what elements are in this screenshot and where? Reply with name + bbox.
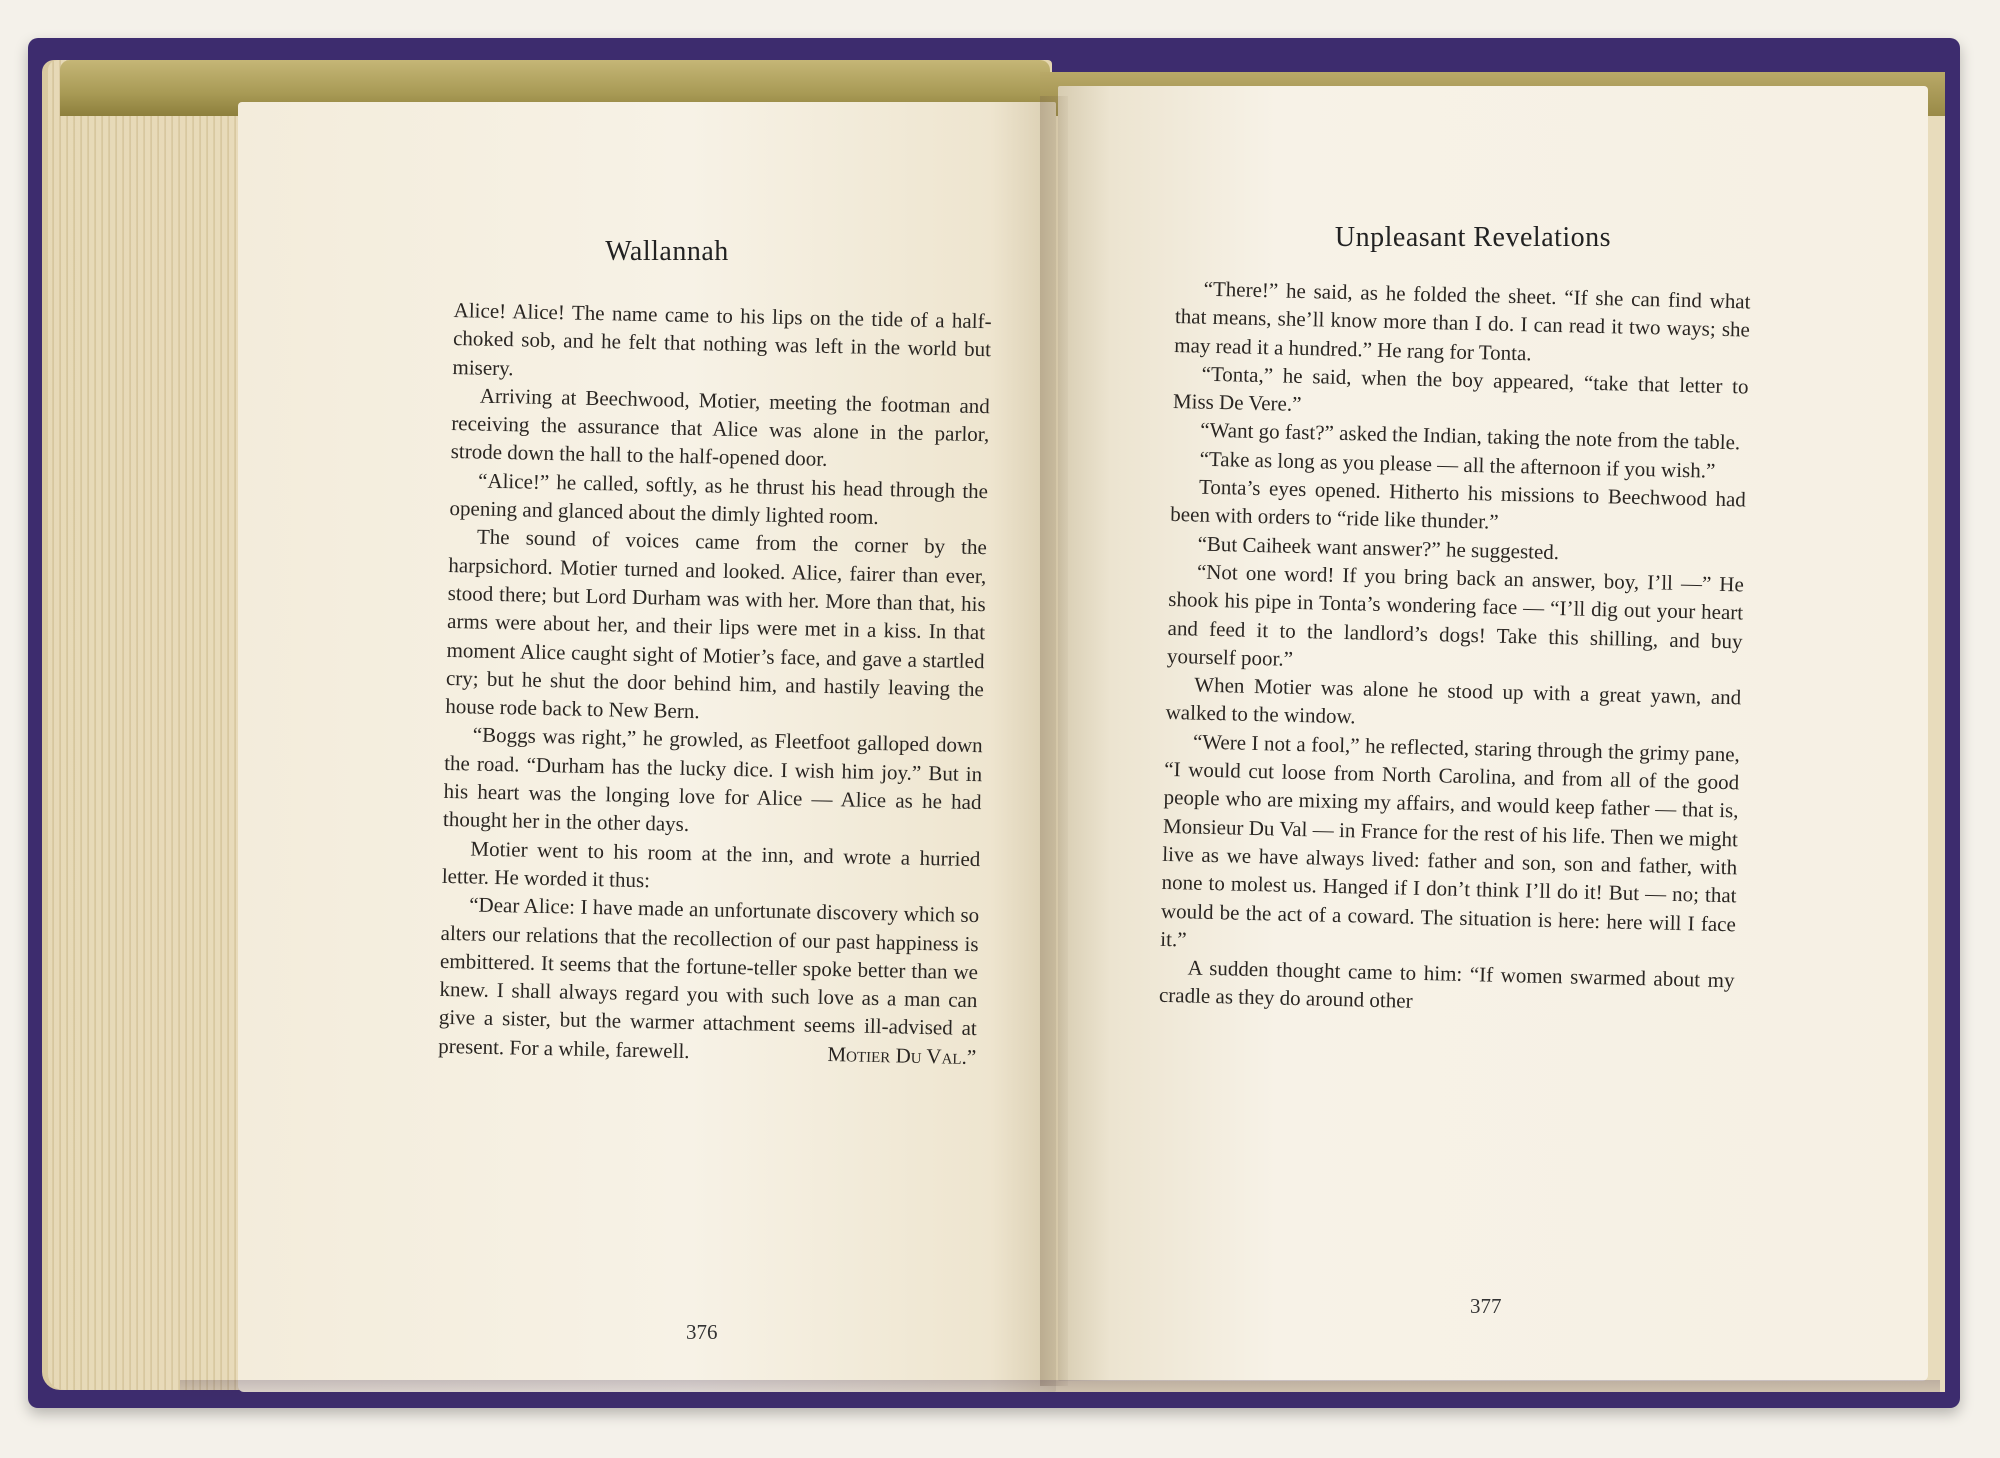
left-page-number: 376: [686, 1320, 718, 1344]
left-paragraph: Arriving at Beechwood, Motier, meeting the footman and receiving the assurance that Alice was alone in the parlor, strode down the hall to the half-opened door.: [450, 383, 991, 472]
right-paragraph: When Motier was alone he stood up with a great yawn, and walked to the window.: [1165, 672, 1742, 729]
right-paragraph: “Tonta,” he said, when the boy appeared, “take that letter to Miss De Vere.”: [1172, 361, 1749, 417]
book-gutter-shadow: [1040, 96, 1068, 1386]
right-page-text: [1159, 274, 1751, 1023]
right-paragraph: “Were I not a fool,” he reflected, staring through the grimy pane, “I would cut loose from North Carolina, and from all of the good people who are mixing my affairs, and would keep father — that is, Monsieur Du Val — in France for the rest of his life. Then we might live as we have always lived: father and son, son and father, with none to molest us. Hanged if I don’t think I’ll do it! But — no; that would be the act of a coward. The situation is here: here will I face it.”: [1160, 729, 1741, 952]
right-paragraph: A sudden thought came to him: “If women swarmed about my cradle as they do around other: [1158, 955, 1735, 1014]
left-paragraph: Alice! Alice! The name came to his lips on the tide of a half-choked sob, and he felt that nothing was left in the world but misery.: [452, 297, 992, 380]
left-running-head: Wallannah: [605, 236, 729, 267]
right-page-number: 377: [1470, 1294, 1502, 1318]
right-running-head: Unpleasant Revelations: [1334, 222, 1612, 253]
book-bottom-shadow: [180, 1380, 1940, 1410]
right-paragraph: “Not one word! If you bring back an answer, boy, I’ll —” He shook his pipe in Tonta’s wondering face — “I’ll dig out your heart and feed it to the landlord’s dogs! Take this shilling, and buy yourself poor.”: [1166, 559, 1745, 671]
right-paragraph: “Want go fast?” asked the Indian, taking the note from the table.: [1200, 418, 1741, 455]
left-paragraph: The sound of voices came from the corner by the harpsichord. Motier turned and looked. Alice, fairer than ever, stood there; but Lord Durham was with her. More than that, his arms were about her, and their lips were met in a kiss. In that moment Alice caught sight of Motier’s face, and gave a startled cry; but he shut the door behind him, and hastily leaving the house rode back to New Bern.: [445, 524, 988, 724]
right-page: [1058, 86, 1928, 1381]
right-paragraph: Tonta’s eyes opened. Hitherto his missions to Beechwood had been with orders to “ride like thunder.”: [1170, 474, 1747, 535]
letter-signature: Motier Du Val.”: [827, 1041, 977, 1069]
right-paragraph: “Take as long as you please — all the afternoon if you wish.”: [1199, 446, 1716, 483]
right-paragraph: “There!” he said, as he folded the sheet. “If she can find what that means, she’ll know more than I do. I can read it two ways; she may read it a hundred.” He rang for Tonta.: [1174, 276, 1751, 365]
left-paragraph: Motier went to his room at the inn, and wrote a hurried letter. He worded it thus:: [441, 836, 981, 893]
right-paragraph: “But Caiheek want answer?” he suggested.: [1197, 531, 1560, 564]
left-paragraph: “Boggs was right,” he growled, as Fleetfoot galloped down the road. “Durham has the lucky dice. I wish him joy.” But in his heart was the longing love for Alice — Alice as he had thought her in the other days.: [442, 722, 983, 837]
letter-paragraph: [438, 890, 979, 1071]
letter-text: “Dear Alice: I have made an unfortunate discovery which so alters our relations that the recollection of our past happiness is embittered. It seems that the fortune-teller spoke better than we knew. I shall always regard you with such love as a man can give a sister, but the warmer attachment seems ill-advised at present. For a while, farewell.: [438, 892, 980, 1063]
left-page: [238, 102, 1056, 1392]
left-paragraph: “Alice!” he called, softly, as he thrust his head through the opening and glanced about the dimly lighted room.: [449, 468, 989, 530]
left-page-text: [438, 296, 992, 1071]
